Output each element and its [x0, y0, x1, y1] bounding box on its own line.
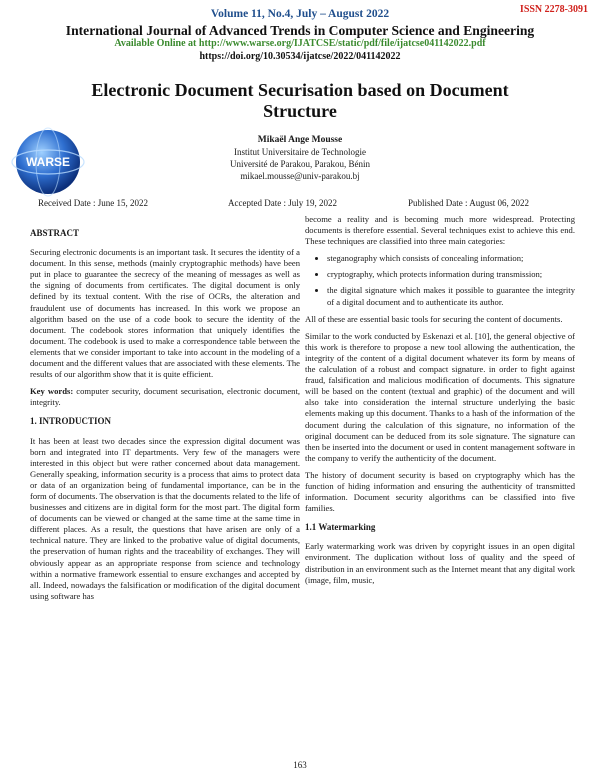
intro-text: It has been at least two decades since the expression digital document was born and integrated into IT departments. Very few of the managers were interested in this object but were rather concerned about data management. Generally speaking, information security is a process that aims to protect data or data of an organization being of fundamental importance, can be in the form of documents. The observation is that the documents related to the life of businesses and citizens are in digital form for the most part. The digital form of documents can be viewed or changed at the same time at the same time in different places. As a result, the questions that have arisen are only of a technical nature. They are linked to the probative value of digital documents, the preservation of human rights and the traceability of exchanges. They will obviously appear as an appropriate response from science and technology within a normative framework essential to ensure exchanges and accepted by all. Indeed, nowadays the falsification or modification of the digital document using software has: [30, 435, 300, 601]
right-paragraph-4: The history of document security is based on cryptography which has the function of hiding information and ensuring the authenticity of transmitted information. Document security algorithms can be classified into five families.: [305, 469, 575, 514]
paper-title: Electronic Document Securisation based on Document Structure: [91, 80, 509, 121]
list-item: • cryptography, which protects information during transmission;: [327, 269, 575, 280]
keywords-label: Key words:: [30, 386, 74, 397]
abstract-text: Securing electronic documents is an important task. It secures the identity of a document. In this sense, methods (mainly cryptographic methods) have been put in place to guarantee the secrecy of the meaning of messages as well as the signing of documents from certificates. The digital document is only defined by its textual content. With the rise of OCRs, the alteration and fraudulent use of documents has increased. In this work we propose an algorithm based on the use of a code book to secure the identity of the document. The codebook stores information that uniquely identifies the document. The codebook is used to make a correspondence table between the elements that we consider important to take into account in the modeling of a document and the different values that are associated with these elements. The results of our algorithm show that it is quite efficient.: [30, 247, 300, 380]
dates-line: [38, 198, 578, 208]
right-paragraph-2: All of these are essential basic tools for securing the content of documents.: [305, 313, 563, 324]
technique-list: [305, 253, 575, 307]
accepted-date: Accepted Date : July 19, 2022: [228, 198, 337, 208]
right-paragraph-5: Early watermarking work was driven by copyright issues in an open digital environment. The duplication without loss of quality and the speed of distribution in an environment such as the Internet meant that any digital work (image, film, music,: [305, 541, 575, 585]
keywords: [30, 386, 300, 408]
list-item: • steganography which consists of concealing information;: [327, 253, 575, 264]
online-url[interactable]: Available Online at http://www.warse.org/IJATCSE/static/pdf/file/ijatcse041142022.pdf: [114, 38, 486, 49]
page-number: 163: [293, 760, 307, 770]
intro-heading: 1. INTRODUCTION: [30, 416, 112, 427]
left-column: [30, 228, 300, 608]
list-item: • the digital signature which makes it possible to guarantee the integrity of a digital document and to authenticate its author.: [327, 285, 575, 307]
author-name: Mikaël Ange Mousse: [257, 135, 343, 145]
published-date: Published Date : August 06, 2022: [408, 198, 529, 208]
issn-label: ISSN 2278-3091: [519, 4, 588, 15]
right-column: [305, 214, 575, 592]
journal-title: International Journal of Advanced Trends in Computer Science and Engineering: [65, 23, 535, 38]
watermarking-heading: 1.1 Watermarking: [305, 522, 376, 533]
right-paragraph-3: Similar to the work conducted by Eskenazi et al. [10], the general objective of this work is therefore to propose a new tool allowing the authentication, the integrity of the content of a digital document whatever its form by means of the calculation of a robust and compact signature. in order to fight against fraud, falsification and malicious modification of documents. This signature will be based on the content (textual and graphic) of the document and will also take into consideration the internal structure underlying the basic elements making up this document. Thanks to a hash of the information of the document during the calculation of this signature, no information of the original document can be deduced from its sole signature. The signature can then be inserted into the document or used in content management software in the company to verify the authenticity of the document.: [305, 330, 575, 463]
affiliation-1: Institut Universitaire de Technologie: [234, 147, 366, 157]
affiliation-2: Université de Parakou, Parakou, Bénin: [230, 159, 370, 169]
author-block: [0, 134, 600, 182]
right-paragraph-1: become a reality and is becoming much more widespread. Protecting documents is therefore essential. Several techniques exist to achieve this end. These techniques are classified into three main categories:: [305, 214, 575, 247]
abstract-heading: ABSTRACT: [30, 228, 80, 238]
keywords-text: computer security, document securisation, electronic document, integrity.: [30, 386, 301, 408]
volume-line: Volume 11, No.4, July – August 2022: [210, 8, 390, 20]
logo-text: WARSE: [25, 155, 71, 169]
doi-link[interactable]: https://doi.org/10.30534/ijatcse/2022/041142022: [199, 51, 401, 62]
author-email[interactable]: mikael.mousse@univ-parakou.bj: [240, 171, 360, 181]
received-date: Received Date : June 15, 2022: [38, 198, 148, 208]
